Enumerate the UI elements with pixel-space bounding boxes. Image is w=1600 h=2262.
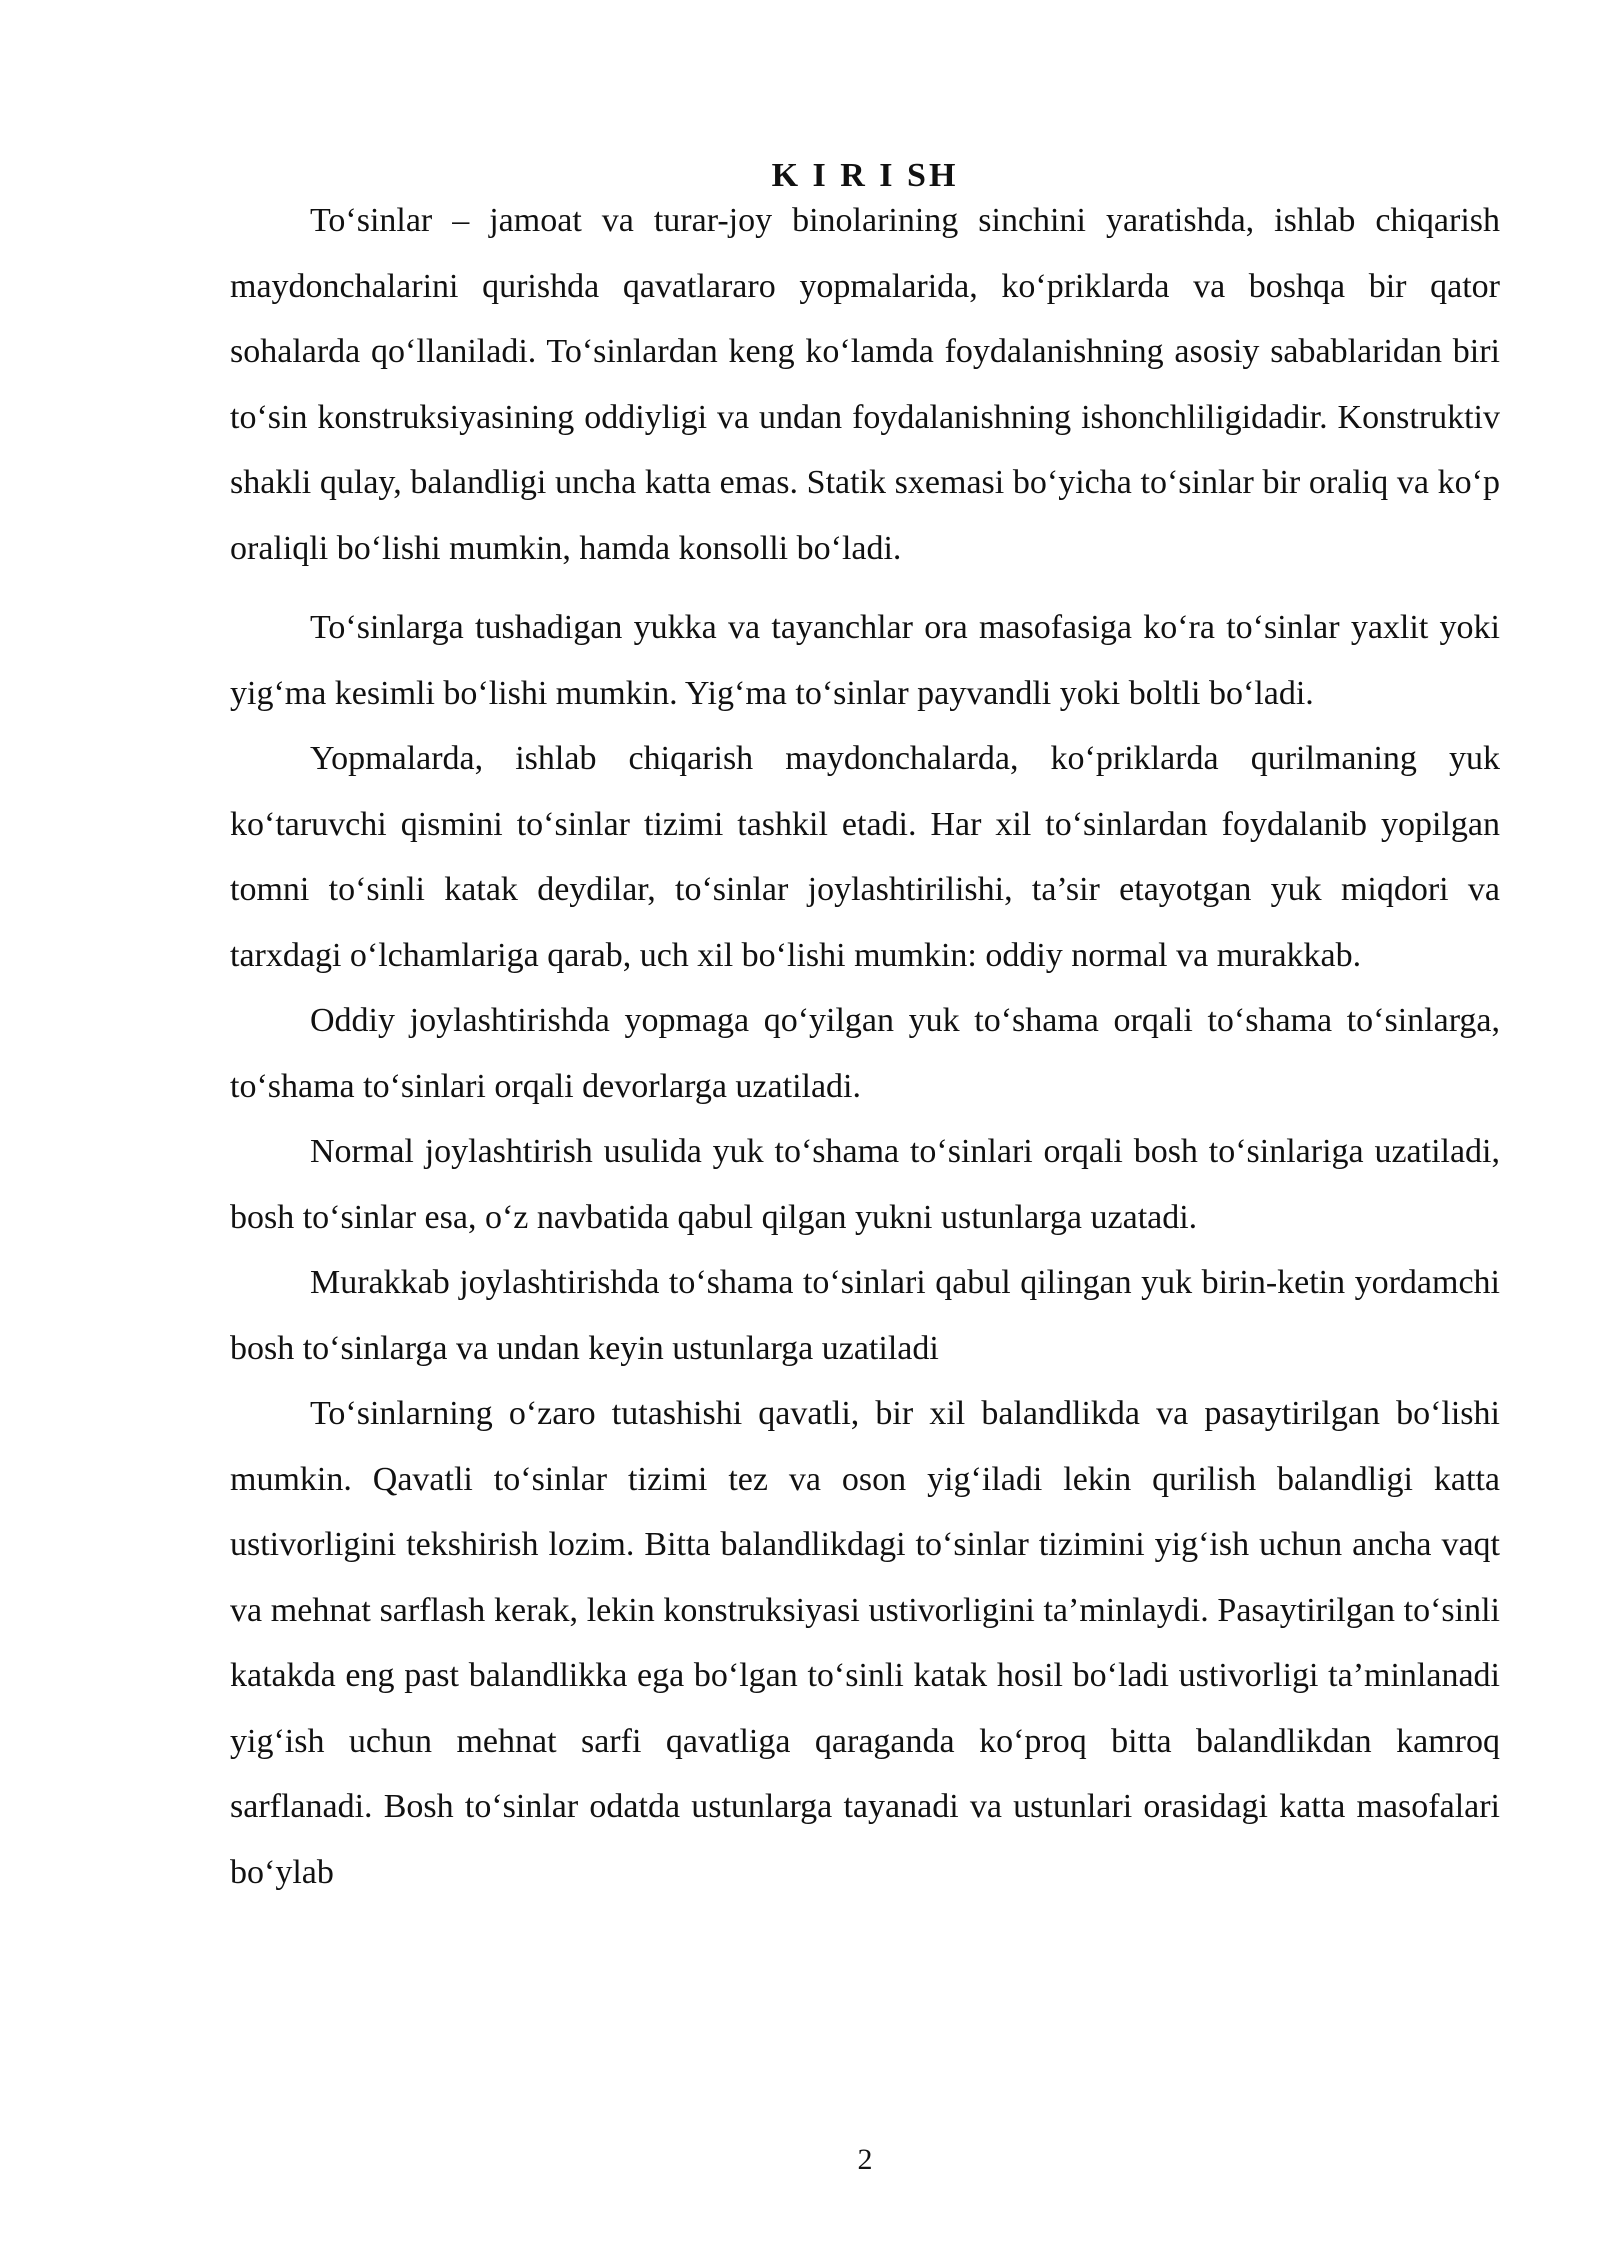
page-title: K I R I SH [771, 157, 959, 194]
paragraph-6: Murakkab joylashtirishda to‘shama to‘sinlari qabul qilingan yuk birin-ketin yordamchi bosh to‘sinlarga va undan keyin ustunlarga uzatiladi [230, 1264, 1500, 1367]
paragraph-2: To‘sinlarga tushadigan yukka va tayanchlar ora masofasiga ko‘ra to‘sinlar yaxlit yoki yig‘ma kesimli bo‘lishi mumkin. Yig‘ma to‘sinlar payvandli yoki boltli bo‘ladi. [230, 609, 1500, 712]
paragraph-3: Yopmalarda, ishlab chiqarish maydonchalarda, ko‘priklarda qurilmaning yuk ko‘taruvchi qismini to‘sinlar tizimi tashkil etadi. Har xil to‘sinlardan foydalanib yopilgan tomni to‘sinli katak deydilar, to‘sinlar joylashtirilishi, ta’sir etayotgan yuk miqdori va tarxdagi o‘lchamlariga qarab, uch xil bo‘lishi mumkin: oddiy normal va murakkab. [230, 740, 1500, 974]
paragraph-1: To‘sinlar – jamoat va turar-joy binolarining sinchini yaratishda, ishlab chiqarish maydonchalarini qurishda qavatlararo yopmalarida, ko‘priklarda va boshqa bir qator sohalarda qo‘llaniladi. To‘sinlardan keng ko‘lamda foydalanishning asosiy sabablaridan biri to‘sin konstruksiyasining oddiyligi va undan foydalanishning ishonchliligidadir. Konstruktiv shakli qulay, balandligi uncha katta emas. Statik sxemasi bo‘yicha to‘sinlar bir oraliq va ko‘p oraliqli bo‘lishi mumkin, hamda konsolli bo‘ladi. [230, 202, 1500, 567]
paragraph-5: Normal joylashtirish usulida yuk to‘shama to‘sinlari orqali bosh to‘sinlariga uzatiladi, bosh to‘sinlar esa, o‘z navbatida qabul qilgan yukni ustunlarga uzatadi. [230, 1133, 1500, 1236]
paragraph-4: Oddiy joylashtirishda yopmaga qo‘yilgan yuk to‘shama orqali to‘shama to‘sinlarga, to‘shama to‘sinlari orqali devorlarga uzatiladi. [230, 1002, 1500, 1105]
paragraph-7: To‘sinlarning o‘zaro tutashishi qavatli, bir xil balandlikda va pasaytirilgan bo‘lishi mumkin. Qavatli to‘sinlar tizimi tez va oson yig‘iladi lekin qurilish balandligi katta ustivorligini tekshirish lozim. Bitta balandlikdagi to‘sinlar tizimini yig‘ish uchun ancha vaqt va mehnat sarflash kerak, lekin konstruksiyasi ustivorligini ta’minlaydi. Pasaytirilgan to‘sinli katakda eng past balandlikka ega bo‘lgan to‘sinli katak hosil bo‘ladi ustivorligi ta’minlanadi yig‘ish uchun mehnat sarfi qavatliga qaraganda ko‘proq bitta balandlikdan kamroq sarflanadi. Bosh to‘sinlar odatda ustunlarga tayanadi va ustunlari orasidagi katta masofalari bo‘ylab [230, 1395, 1500, 1891]
page-number: 2 [857, 2143, 873, 2176]
body-text [230, 188, 1500, 1905]
